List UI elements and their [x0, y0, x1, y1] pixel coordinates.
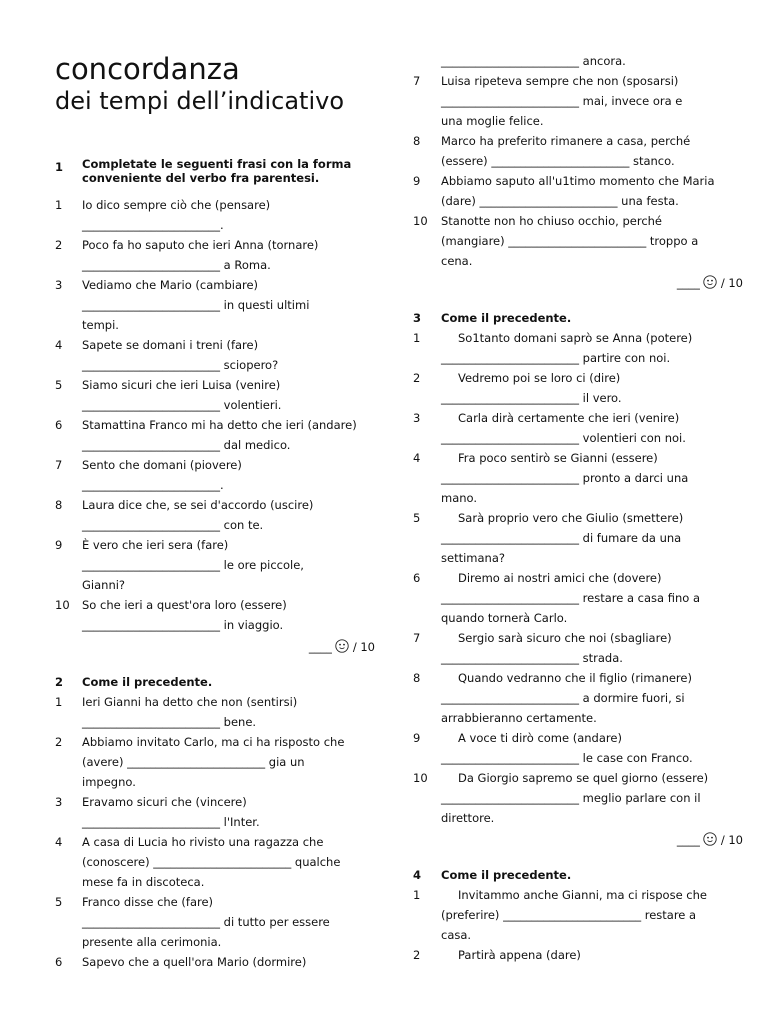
exercise-item-continued	[55, 912, 330, 932]
score-line	[309, 637, 375, 657]
exercise-item-continued	[413, 51, 626, 71]
item-number: 2	[413, 371, 421, 385]
exercise-item-continued	[55, 772, 136, 792]
item-number	[413, 708, 441, 728]
answer-blank-line: ________________________ il vero.	[441, 391, 622, 405]
exercise-item-continued	[55, 255, 271, 275]
exercise-item-continued	[413, 788, 701, 808]
item-text: direttore.	[441, 811, 495, 825]
item-prompt: Sergio sarà sicuro che noi (sbagliare)	[458, 631, 672, 645]
worksheet-title: concordanza	[55, 52, 240, 86]
item-number: 10	[413, 771, 428, 785]
item-number: 8	[413, 134, 421, 148]
item-number: 1	[55, 198, 63, 212]
exercise-item	[55, 415, 357, 435]
item-text: impegno.	[82, 775, 136, 789]
exercise-item	[55, 832, 323, 852]
item-number: 6	[55, 955, 63, 969]
exercise-item	[413, 211, 662, 231]
item-prompt: Marco ha preferito rimanere a casa, perché	[441, 134, 691, 148]
answer-blank-line: ________________________ volentieri.	[82, 398, 282, 412]
answer-blank-line: ________________________ di tutto per essere	[82, 915, 330, 929]
item-number: 10	[55, 598, 70, 612]
exercise-item	[55, 235, 318, 255]
item-number: 2	[55, 238, 63, 252]
item-prompt: Fra poco sentirò se Gianni (essere)	[458, 451, 658, 465]
item-number	[413, 588, 441, 608]
exercise-item	[55, 595, 287, 615]
exercise-item	[413, 448, 658, 468]
answer-blank-line: ________________________ in questi ultimi	[82, 298, 310, 312]
item-prompt: Sapete se domani i treni (fare)	[82, 338, 259, 352]
exercise-item	[413, 768, 708, 788]
exercise-item	[55, 335, 258, 355]
answer-blank-line: ________________________ mai, invece ora e	[441, 94, 683, 108]
exercise-item-continued	[55, 355, 278, 375]
exercise-item	[413, 885, 707, 905]
smiley-face-icon	[332, 640, 353, 654]
item-number	[55, 712, 82, 732]
exercise-item	[413, 508, 683, 528]
item-prompt: Laura dice che, se sei d'accordo (uscire)	[82, 498, 314, 512]
answer-blank-line: ________________________ meglio parlare con il	[441, 791, 701, 805]
answer-blank-line: ________________________ con te.	[82, 518, 264, 532]
answer-blank-line: ________________________ strada.	[441, 651, 623, 665]
item-number: 9	[55, 538, 63, 552]
exercise-item	[55, 952, 306, 972]
section-number: 2	[55, 675, 64, 689]
exercise-item-continued	[55, 812, 260, 832]
worksheet-subtitle: dei tempi dell’indicativo	[55, 87, 344, 115]
item-number: 8	[413, 671, 421, 685]
item-text: tempi.	[82, 318, 119, 332]
item-number	[55, 752, 82, 772]
exercise-item-continued	[413, 808, 494, 828]
exercise-item-continued	[413, 151, 675, 171]
item-prompt: Partirà appena (dare)	[458, 948, 581, 962]
answer-blank-line: ________________________.	[82, 478, 224, 492]
item-prompt: Stanotte non ho chiuso occhio, perché	[441, 214, 663, 228]
answer-blank-line: ________________________ a dormire fuori, si	[441, 691, 685, 705]
exercise-item	[413, 628, 672, 648]
section-heading: Come il precedente.	[82, 675, 213, 689]
answer-blank-line: (dare) ________________________ una festa.	[441, 194, 679, 208]
exercise-item-continued	[413, 91, 682, 111]
instruction-line: conveniente del verbo fra parentesi.	[82, 171, 320, 185]
exercise-item-continued	[413, 428, 686, 448]
item-number	[55, 852, 82, 872]
item-number	[55, 255, 82, 275]
item-number	[413, 688, 441, 708]
item-number: 3	[413, 411, 421, 425]
exercise-item-continued	[413, 528, 681, 548]
exercise-item	[55, 892, 213, 912]
exercise-item-continued	[55, 395, 281, 415]
item-text: Gianni?	[82, 578, 126, 592]
item-number	[55, 772, 82, 792]
item-number	[55, 395, 82, 415]
exercise-item-continued	[55, 932, 221, 952]
answer-blank-line: ________________________ di fumare da una	[441, 531, 682, 545]
answer-blank-line: ________________________ volentieri con noi.	[441, 431, 686, 445]
score-total: / 10	[352, 640, 375, 654]
exercise-item	[55, 792, 247, 812]
item-text: quando tornerà Carlo.	[441, 611, 568, 625]
exercise-item-continued	[55, 515, 263, 535]
exercise-item-continued	[413, 548, 505, 568]
item-number: 2	[55, 735, 63, 749]
exercise-item-continued	[413, 648, 623, 668]
exercise-item-continued	[55, 615, 283, 635]
score-blank: ____	[676, 276, 700, 290]
item-text: arrabbieranno certamente.	[441, 711, 597, 725]
item-prompt: È vero che ieri sera (fare)	[82, 538, 229, 552]
item-number: 3	[55, 795, 63, 809]
item-prompt: Diremo ai nostri amici che (dovere)	[458, 571, 662, 585]
item-prompt: Vediamo che Mario (cambiare)	[82, 278, 259, 292]
item-number	[413, 788, 441, 808]
answer-blank-line: ________________________ restare a casa fino a	[441, 591, 700, 605]
item-number: 3	[55, 278, 63, 292]
item-number	[413, 905, 441, 925]
item-number: 9	[413, 174, 421, 188]
item-number	[55, 435, 82, 455]
item-prompt: Siamo sicuri che ieri Luisa (venire)	[82, 378, 281, 392]
exercise-item-continued	[413, 111, 544, 131]
answer-blank-line: (conoscere) ________________________ qualche	[82, 855, 341, 869]
item-text: cena.	[441, 254, 473, 268]
item-number	[55, 515, 82, 535]
exercise-item	[413, 728, 622, 748]
exercise-item-continued	[55, 295, 309, 315]
exercise-item	[55, 535, 228, 555]
item-number	[413, 111, 441, 131]
exercise-item-continued	[413, 588, 700, 608]
answer-blank-line: (avere) ________________________ gia un	[82, 755, 305, 769]
exercise-item-continued	[413, 251, 472, 271]
section-number: 1	[55, 160, 64, 174]
exercise-item-continued	[413, 748, 693, 768]
item-number	[55, 295, 82, 315]
exercise-item	[55, 275, 258, 295]
exercise-item-continued	[55, 872, 204, 892]
exercise-item-continued	[413, 231, 698, 251]
answer-blank-line: ________________________ sciopero?	[82, 358, 279, 372]
item-number: 7	[55, 458, 63, 472]
item-number	[55, 912, 82, 932]
exercise-item-continued	[413, 708, 597, 728]
smiley-face-icon	[700, 833, 721, 847]
section-3-heading	[413, 308, 571, 328]
exercise-item	[413, 568, 662, 588]
section-1-heading	[55, 157, 351, 185]
answer-blank-line: (essere) ________________________ stanco.	[441, 154, 675, 168]
item-number	[55, 872, 82, 892]
score-total: / 10	[720, 276, 743, 290]
section-heading: Come il precedente.	[441, 311, 572, 325]
item-number	[55, 615, 82, 635]
answer-blank-line: ________________________ le ore piccole,	[82, 558, 304, 572]
answer-blank-line: ________________________ partire con noi.	[441, 351, 671, 365]
item-number: 7	[413, 631, 421, 645]
section-2-heading	[55, 672, 212, 692]
item-number	[413, 548, 441, 568]
exercise-item	[55, 195, 270, 215]
answer-blank-line: ________________________ le case con Franco.	[441, 751, 693, 765]
item-number	[413, 51, 441, 71]
item-number: 7	[413, 74, 421, 88]
item-number	[55, 315, 82, 335]
item-prompt: Quando vedranno che il figlio (rimanere)	[458, 671, 692, 685]
exercise-item-continued	[55, 475, 224, 495]
exercise-item-continued	[413, 468, 688, 488]
item-number	[413, 808, 441, 828]
exercise-item-continued	[413, 608, 567, 628]
item-text: presente alla cerimonia.	[82, 935, 222, 949]
answer-blank-line: ________________________.	[82, 218, 224, 232]
item-prompt: Da Giorgio sapremo se quel giorno (essere)	[458, 771, 709, 785]
section-heading: Come il precedente.	[441, 868, 572, 882]
item-prompt: Carla dirà certamente che ieri (venire)	[458, 411, 680, 425]
item-prompt: Io dico sempre ciò che (pensare)	[82, 198, 271, 212]
exercise-item	[413, 131, 690, 151]
item-number: 4	[413, 451, 421, 465]
exercise-item-continued	[413, 488, 477, 508]
exercise-item-continued	[413, 905, 696, 925]
item-number	[413, 608, 441, 628]
answer-blank-line: (preferire) ________________________ restare a	[441, 908, 697, 922]
exercise-item	[55, 375, 280, 395]
item-number	[413, 528, 441, 548]
exercise-item-continued	[55, 575, 125, 595]
exercise-item-continued	[55, 752, 305, 772]
exercise-item	[413, 668, 692, 688]
exercise-item	[55, 692, 297, 712]
answer-blank-line: ________________________ dal medico.	[82, 438, 291, 452]
item-text: mese fa in discoteca.	[82, 875, 205, 889]
item-number: 4	[55, 338, 63, 352]
item-text: mano.	[441, 491, 478, 505]
item-prompt: Abbiamo saputo all'u1timo momento che Maria	[441, 174, 715, 188]
item-number	[413, 388, 441, 408]
answer-blank-line: ________________________ ancora.	[441, 54, 626, 68]
item-prompt: Vedremo poi se loro ci (dire)	[458, 371, 621, 385]
item-prompt: Ieri Gianni ha detto che non (sentirsi)	[82, 695, 298, 709]
item-number: 5	[55, 378, 63, 392]
section-number: 3	[413, 311, 422, 325]
exercise-item-continued	[413, 348, 670, 368]
item-number	[55, 555, 82, 575]
item-prompt: Sapevo che a quell'ora Mario (dormire)	[82, 955, 307, 969]
exercise-item	[413, 71, 678, 91]
item-number: 8	[55, 498, 63, 512]
item-number	[55, 575, 82, 595]
score-total: / 10	[720, 833, 743, 847]
score-blank: ____	[676, 833, 700, 847]
answer-blank-line: ________________________ pronto a darci una	[441, 471, 689, 485]
item-number	[413, 151, 441, 171]
exercise-item-continued	[413, 191, 679, 211]
exercise-item-continued	[55, 712, 256, 732]
item-number	[413, 748, 441, 768]
item-number	[413, 428, 441, 448]
item-prompt: A voce ti dirò come (andare)	[458, 731, 622, 745]
exercise-item	[413, 945, 581, 965]
item-number	[55, 355, 82, 375]
item-number	[413, 191, 441, 211]
exercise-item-continued	[413, 925, 471, 945]
item-prompt: A casa di Lucia ho rivisto una ragazza che	[82, 835, 324, 849]
item-number: 5	[55, 895, 63, 909]
answer-blank-line: ________________________ l'Inter.	[82, 815, 260, 829]
item-number: 4	[55, 835, 63, 849]
item-number	[55, 812, 82, 832]
exercise-item-continued	[55, 435, 290, 455]
exercise-item-continued	[413, 388, 622, 408]
score-line	[677, 830, 743, 850]
section-4-heading	[413, 865, 571, 885]
item-number	[413, 925, 441, 945]
item-number	[55, 475, 82, 495]
item-prompt: Eravamo sicuri che (vincere)	[82, 795, 247, 809]
item-prompt: Poco fa ho saputo che ieri Anna (tornare)	[82, 238, 319, 252]
item-number: 6	[55, 418, 63, 432]
item-number	[413, 231, 441, 251]
answer-blank-line: ________________________ bene.	[82, 715, 257, 729]
answer-blank-line: (mangiare) ________________________ troppo a	[441, 234, 699, 248]
exercise-item-continued	[413, 688, 685, 708]
exercise-item	[55, 455, 242, 475]
instruction-line: Completate le seguenti frasi con la forma	[82, 157, 352, 171]
score-blank: ____	[308, 640, 332, 654]
section-number: 4	[413, 868, 422, 882]
item-number: 1	[55, 695, 63, 709]
item-number: 1	[413, 331, 421, 345]
item-prompt: Franco disse che (fare)	[82, 895, 214, 909]
item-text: settimana?	[441, 551, 505, 565]
item-number	[413, 348, 441, 368]
item-prompt: Luisa ripeteva sempre che non (sposarsi)	[441, 74, 679, 88]
exercise-item	[413, 171, 715, 191]
item-prompt: So1tanto domani saprò se Anna (potere)	[458, 331, 693, 345]
item-prompt: Abbiamo invitato Carlo, ma ci ha risposto che	[82, 735, 345, 749]
smiley-face-icon	[700, 276, 721, 290]
item-text: una moglie felice.	[441, 114, 544, 128]
score-line	[677, 273, 743, 293]
exercise-item	[413, 368, 620, 388]
answer-blank-line: ________________________ in viaggio.	[82, 618, 284, 632]
item-text: casa.	[441, 928, 472, 942]
item-number	[413, 488, 441, 508]
item-number: 1	[413, 888, 421, 902]
exercise-item-continued	[55, 555, 304, 575]
exercise-item	[55, 732, 344, 752]
item-number	[55, 215, 82, 235]
item-number	[413, 91, 441, 111]
item-number: 6	[413, 571, 421, 585]
exercise-item-continued	[55, 315, 119, 335]
item-prompt: Sarà proprio vero che Giulio (smettere)	[458, 511, 684, 525]
item-number	[413, 468, 441, 488]
item-number	[55, 932, 82, 952]
exercise-item	[413, 328, 692, 348]
item-prompt: Stamattina Franco mi ha detto che ieri (andare)	[82, 418, 357, 432]
item-prompt: So che ieri a quest'ora loro (essere)	[82, 598, 287, 612]
item-prompt: Invitammo anche Gianni, ma ci rispose che	[458, 888, 707, 902]
item-number: 10	[413, 214, 428, 228]
answer-blank-line: ________________________ a Roma.	[82, 258, 271, 272]
item-number: 9	[413, 731, 421, 745]
exercise-item-continued	[55, 852, 340, 872]
item-number: 2	[413, 948, 421, 962]
item-number	[413, 648, 441, 668]
exercise-item	[413, 408, 679, 428]
section-instruction	[82, 157, 351, 185]
exercise-item-continued	[55, 215, 224, 235]
item-number	[413, 251, 441, 271]
exercise-item	[55, 495, 313, 515]
item-number: 5	[413, 511, 421, 525]
item-prompt: Sento che domani (piovere)	[82, 458, 242, 472]
